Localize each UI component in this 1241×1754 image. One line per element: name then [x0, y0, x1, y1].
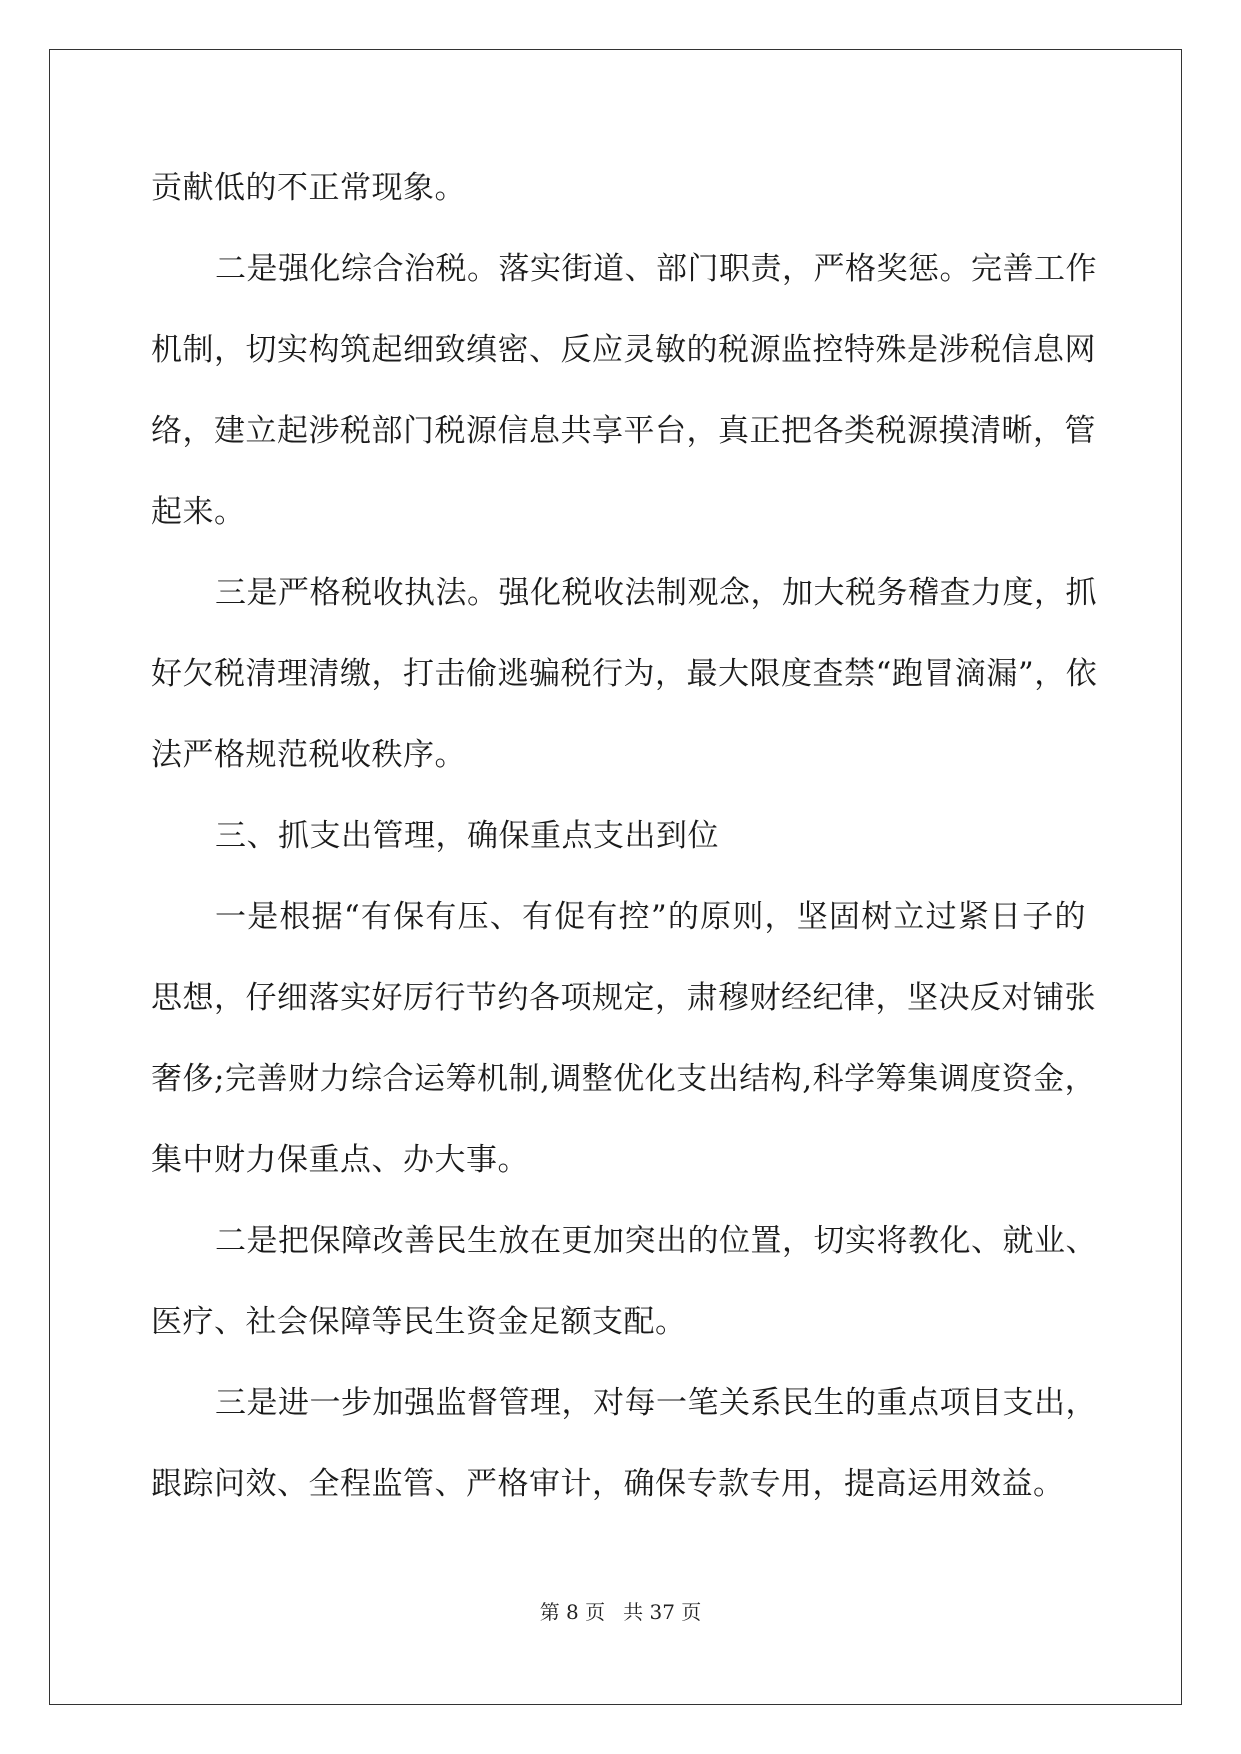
text-line: 好欠税清理清缴，打击偷逃骗税行为，最大限度查禁“跑冒滴漏”，依: [151, 656, 1098, 692]
text-line: 医疗、社会保障等民生资金足额支配。: [151, 1304, 687, 1340]
text-line: 三是进一步加强监督管理，对每一笔关系民生的重点项目支出，: [215, 1385, 1097, 1421]
text-line: 三、抓支出管理，确保重点支出到位: [215, 818, 719, 854]
text-line: 起来。: [151, 494, 246, 530]
text-line: 贡献低的不正常现象。: [151, 170, 466, 206]
text-line: 集中财力保重点、办大事。: [151, 1142, 529, 1178]
text-line: 跟踪问效、全程监管、严格审计，确保专款专用，提高运用效益。: [151, 1466, 1065, 1502]
text-line: 奢侈;完善财力综合运筹机制,调整优化支出结构,科学筹集调度资金，: [151, 1061, 1097, 1097]
text-line: 思想，仔细落实好厉行节约各项规定，肃穆财经纪律，坚决反对铺张: [151, 980, 1096, 1016]
text-line: 三是严格税收执法。强化税收法制观念，加大税务稽查力度，抓: [215, 575, 1097, 611]
document-body: [151, 148, 1098, 1525]
page-number-current: 第 8 页: [539, 1600, 606, 1624]
page-number-total: 共 37 页: [623, 1600, 702, 1624]
text-line: 机制，切实构筑起细致缜密、反应灵敏的税源监控特殊是涉税信息网: [151, 332, 1096, 368]
text-line: 二是把保障改善民生放在更加突出的位置，切实将教化、就业、: [215, 1223, 1097, 1259]
text-line: 法严格规范税收秩序。: [151, 737, 466, 773]
text-line: 一是根据“有保有压、有促有控”的原则，坚固树立过紧日子的: [215, 899, 1086, 935]
page-footer: [0, 1596, 1241, 1625]
text-line: 络，建立起涉税部门税源信息共享平台，真正把各类税源摸清晰，管: [151, 413, 1096, 449]
text-line: 二是强化综合治税。落实街道、部门职责，严格奖惩。完善工作: [215, 251, 1097, 287]
